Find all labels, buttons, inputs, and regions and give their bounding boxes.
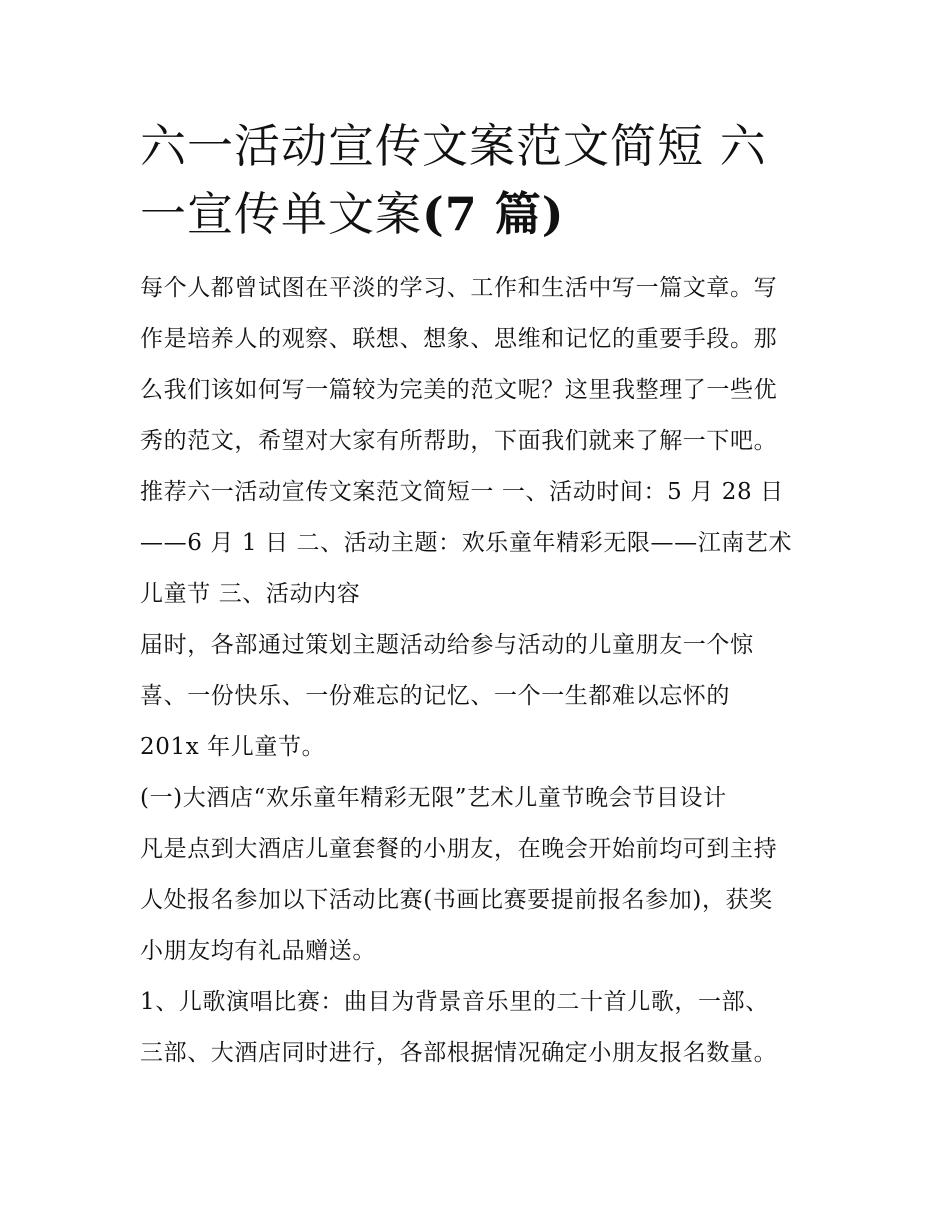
title-line-1: 六一活动宣传文案范文简短 六 xyxy=(140,119,767,173)
document-page xyxy=(140,112,820,1079)
section-heading: (一)大酒店“欢乐童年精彩无限”艺术儿童节晚会节目设计 xyxy=(140,785,727,811)
document-body xyxy=(140,263,820,1079)
surprise-paragraph: 届时，各部通过策划主题活动给参与活动的儿童朋友一个惊 喜、一份快乐、一份难忘的记忆、一个一生都难以忘怀的 201x 年儿童节。 xyxy=(140,632,754,760)
document-title xyxy=(140,112,820,248)
registration-paragraph: 凡是点到大酒店儿童套餐的小朋友，在晚会开始前均可到主持 人处报名参加以下活动比赛(书画比赛要提前报名参加)，获奖 小朋友均有礼品赠送。 xyxy=(140,836,778,964)
intro-paragraph: 每个人都曾试图在平淡的学习、工作和生活中写一篇文章。写 作是培养人的观察、联想、想象、思维和记忆的重要手段。那 么我们该如何写一篇较为完美的范文呢？这里我整理了一些优 秀的范文，希望对大家有所帮助，下面我们就来了解一下吧。 xyxy=(140,275,778,454)
singing-contest-paragraph: 1、儿歌演唱比赛：曲目为背景音乐里的二十首儿歌，一部、 三部、大酒店同时进行，各部根据情况确定小朋友报名数量。 xyxy=(140,989,778,1066)
title-count: (7 篇) xyxy=(422,187,565,241)
activity-info-paragraph: 推荐六一活动宣传文案范文简短一 一、活动时间：5 月 28 日 ——6 月 1 日 二、活动主题：欢乐童年精彩无限——江南艺术 儿童节 三、活动内容 xyxy=(140,479,793,607)
title-line-2: 一宣传单文案 xyxy=(140,187,422,241)
